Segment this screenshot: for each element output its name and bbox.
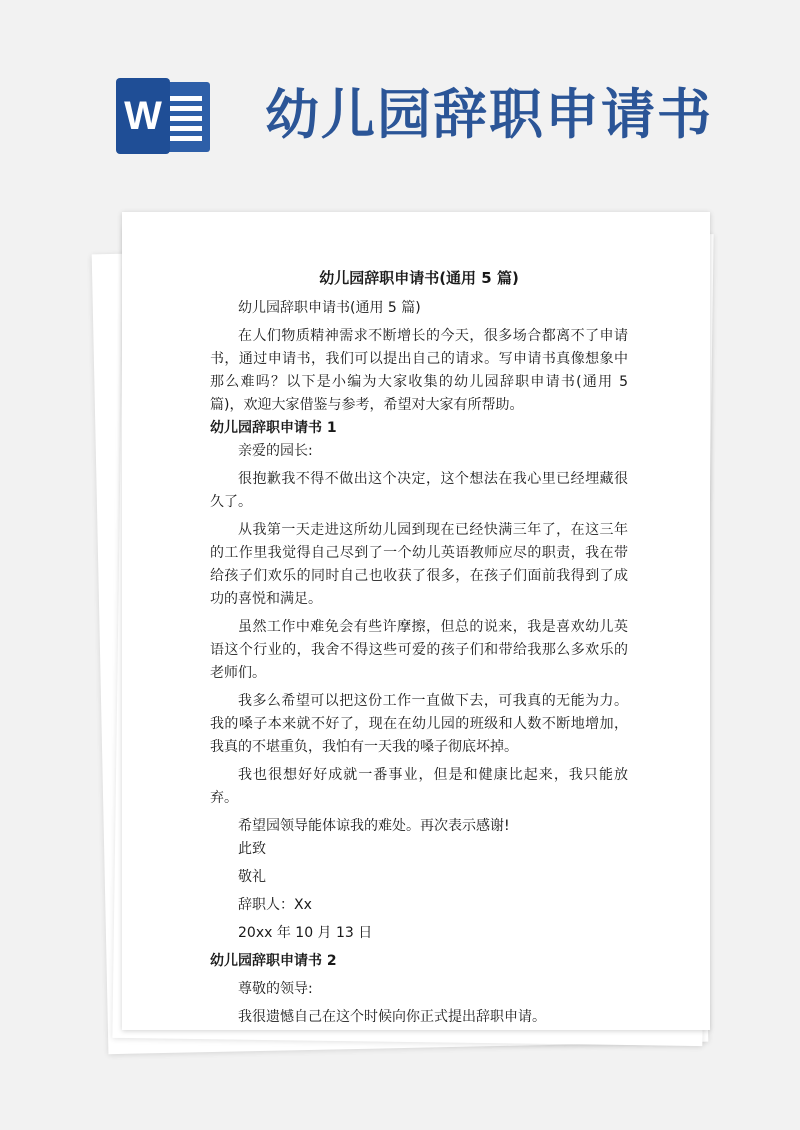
body-paragraph: 我多么希望可以把这份工作一直做下去，可我真的无能为力。我的嗓子本来就不好了，现在在幼儿园的班级和人数不断地增加，我真的不堪重负，我怕有一天我的嗓子彻底坏掉。: [210, 693, 628, 755]
body-paragraph: 很抱歉我不得不做出这个决定，这个想法在我心里已经埋藏很久了。: [210, 471, 628, 510]
closing-line: 敬礼: [238, 869, 266, 885]
salutation: 尊敬的领导:: [238, 981, 313, 997]
date-line: 20xx 年 10 月 13 日: [238, 925, 373, 941]
intro-paragraph: 在人们物质精神需求不断增长的今天，很多场合都离不了申请书，通过申请书，我们可以提出自己的请求。写申请书真像想象中那么难吗？以下是小编为大家收集的幼儿园辞职申请书(通用 5 篇)，欢迎大家借鉴与参考，希望对大家有所帮助。: [210, 328, 628, 413]
document-title: 幼儿园辞职申请书(通用 5 篇): [319, 269, 519, 287]
body-paragraph: 虽然工作中难免会有些许摩擦，但总的说来，我是喜欢幼儿英语这个行业的，我舍不得这些可爱的孩子们和带给我那么多欢乐的老师们。: [210, 619, 628, 681]
body-paragraph: 我也很想好好成就一番事业，但是和健康比起来，我只能放弃。: [210, 767, 628, 806]
body-paragraph: 希望园领导能体谅我的难处。再次表示感谢!: [238, 818, 510, 834]
word-sheet-line: [166, 116, 202, 121]
salutation: 亲爱的园长:: [238, 443, 313, 459]
word-sheet-line: [166, 96, 202, 101]
word-sheet-line: [166, 126, 202, 131]
closing-line: 此致: [238, 841, 266, 857]
document-body: [210, 267, 628, 1029]
section-heading-1: 幼儿园辞职申请书 1: [210, 420, 337, 436]
signer-line: 辞职人：Xx: [238, 897, 312, 913]
body-paragraph: 我很遗憾自己在这个时候向你正式提出辞职申请。: [238, 1009, 546, 1025]
body-paragraph: 从我第一天走进这所幼儿园到现在已经快满三年了，在这三年的工作里我觉得自己尽到了一个幼儿英语教师应尽的职责，我在带给孩子们欢乐的同时自己也收获了很多，在孩子们面前我得到了成功的喜悦和满足。: [210, 522, 628, 607]
word-logo-letter: W: [116, 78, 170, 154]
word-sheet-line: [166, 106, 202, 111]
section-heading-2: 幼儿园辞职申请书 2: [210, 953, 337, 969]
word-document-icon: [110, 78, 210, 154]
banner-title: 幼儿园辞职申请书: [265, 83, 713, 146]
document-page: [122, 212, 710, 1030]
header-banner: [0, 0, 800, 200]
document-subtitle: 幼儿园辞职申请书(通用 5 篇): [238, 300, 421, 316]
word-sheet-line: [166, 136, 202, 141]
